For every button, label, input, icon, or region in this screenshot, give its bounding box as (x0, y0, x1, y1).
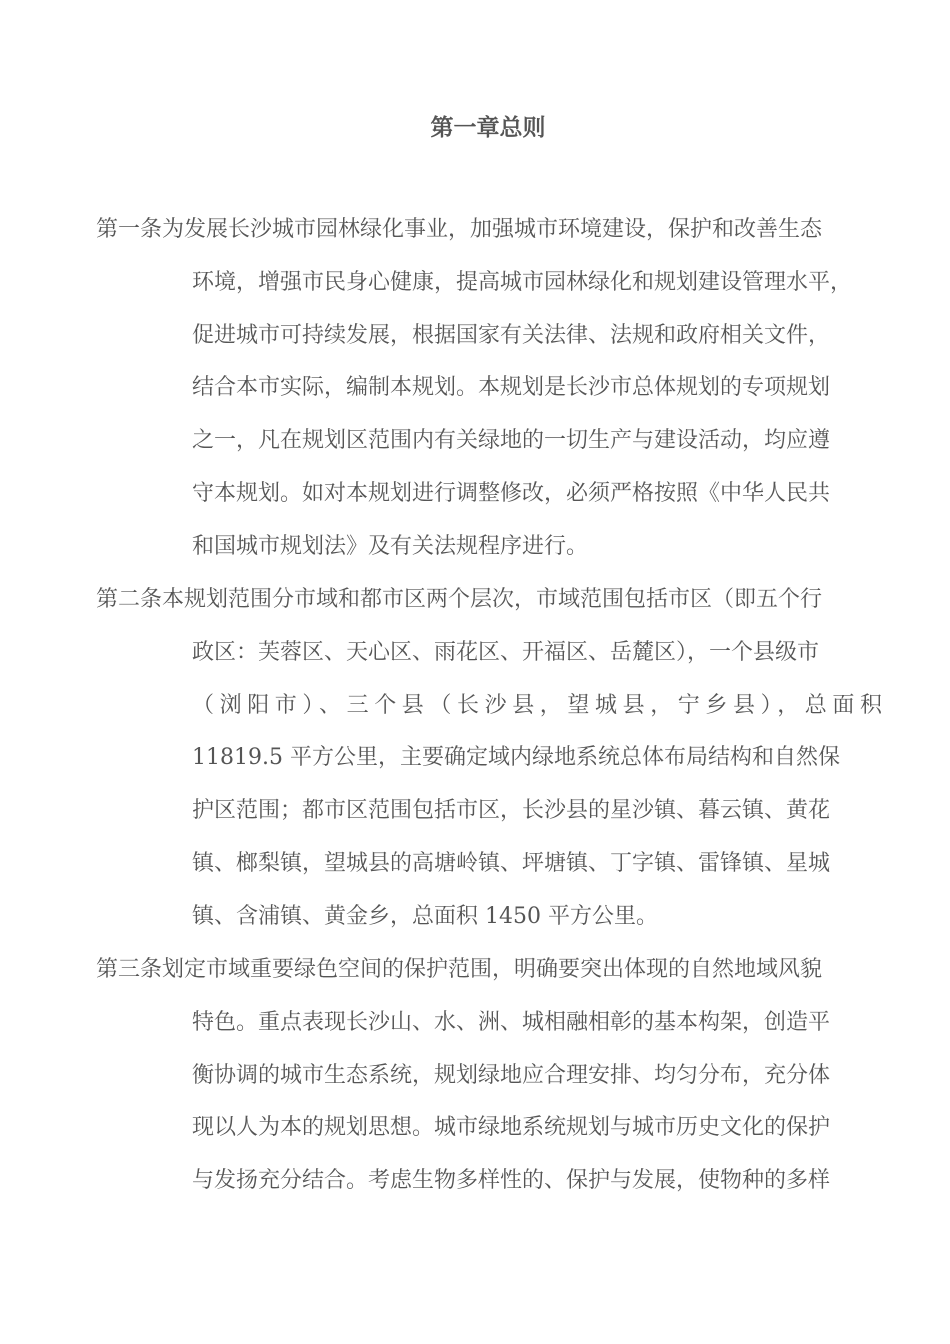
article-3-line-5: 与发扬充分结合。考虑生物多样性的、保护与发展，使物种的多样 (192, 1168, 831, 1194)
article-2-line-2: 政区：芙蓉区、天心区、雨花区、开福区、岳麓区），一个县级市 (192, 639, 820, 665)
article-2 (96, 580, 882, 950)
article-3-line-4: 现以人为本的规划思想。城市绿地系统规划与城市历史文化的保护 (192, 1115, 831, 1141)
article-2-line-6: 镇、榔梨镇，望城县的高塘岭镇、坪塘镇、丁字镇、雷锋镇、星城 (192, 850, 831, 876)
article-1-line-3: 促进城市可持续发展，根据国家有关法律、法规和政府相关文件， (192, 322, 831, 348)
article-2-line-7: 镇、含浦镇、黄金乡，总面积 1450 平方公里。 (192, 903, 658, 929)
article-2-line-1: 第二条本规划范围分市域和都市区两个层次，市域范围包括市区（即五个行 (96, 587, 823, 612)
chapter-title: 第一章总则 (430, 115, 546, 141)
article-3-line-3: 衡协调的城市生态系统，规划绿地应合理安排、均匀分布，充分体 (192, 1062, 831, 1088)
article-1 (96, 210, 882, 580)
article-3-line-2: 特色。重点表现长沙山、水、洲、城相融相彰的基本构架，创造平 (192, 1009, 831, 1035)
article-2-line-5: 护区范围；都市区范围包括市区，长沙县的星沙镇、暮云镇、黄花 (192, 798, 831, 824)
article-3-line-1: 第三条划定市域重要绿色空间的保护范围，明确要突出体现的自然地域风貌 (96, 957, 823, 982)
article-1-line-4: 结合本市实际，编制本规划。本规划是长沙市总体规划的专项规划 (192, 375, 831, 401)
article-1-line-5: 之一，凡在规划区范围内有关绿地的一切生产与建设活动，均应遵 (192, 428, 831, 454)
article-1-line-1: 第一条为发展长沙城市园林绿化事业，加强城市环境建设，保护和改善生态 (96, 217, 823, 242)
article-2-line-3: （浏阳市）、三个县（长沙县，望城县，宁乡县），总面积 (192, 692, 882, 718)
article-2-line-4: 11819.5 平方公里，主要确定域内绿地系统总体布局结构和自然保 (192, 745, 840, 771)
article-1-line-2: 环境，增强市民身心健康，提高城市园林绿化和规划建设管理水平， (192, 269, 853, 295)
article-1-line-7: 和国城市规划法》及有关法规程序进行。 (192, 533, 589, 559)
article-3 (96, 950, 882, 1214)
article-1-line-6: 守本规划。如对本规划进行调整修改，必须严格按照《中华人民共 (192, 480, 831, 506)
